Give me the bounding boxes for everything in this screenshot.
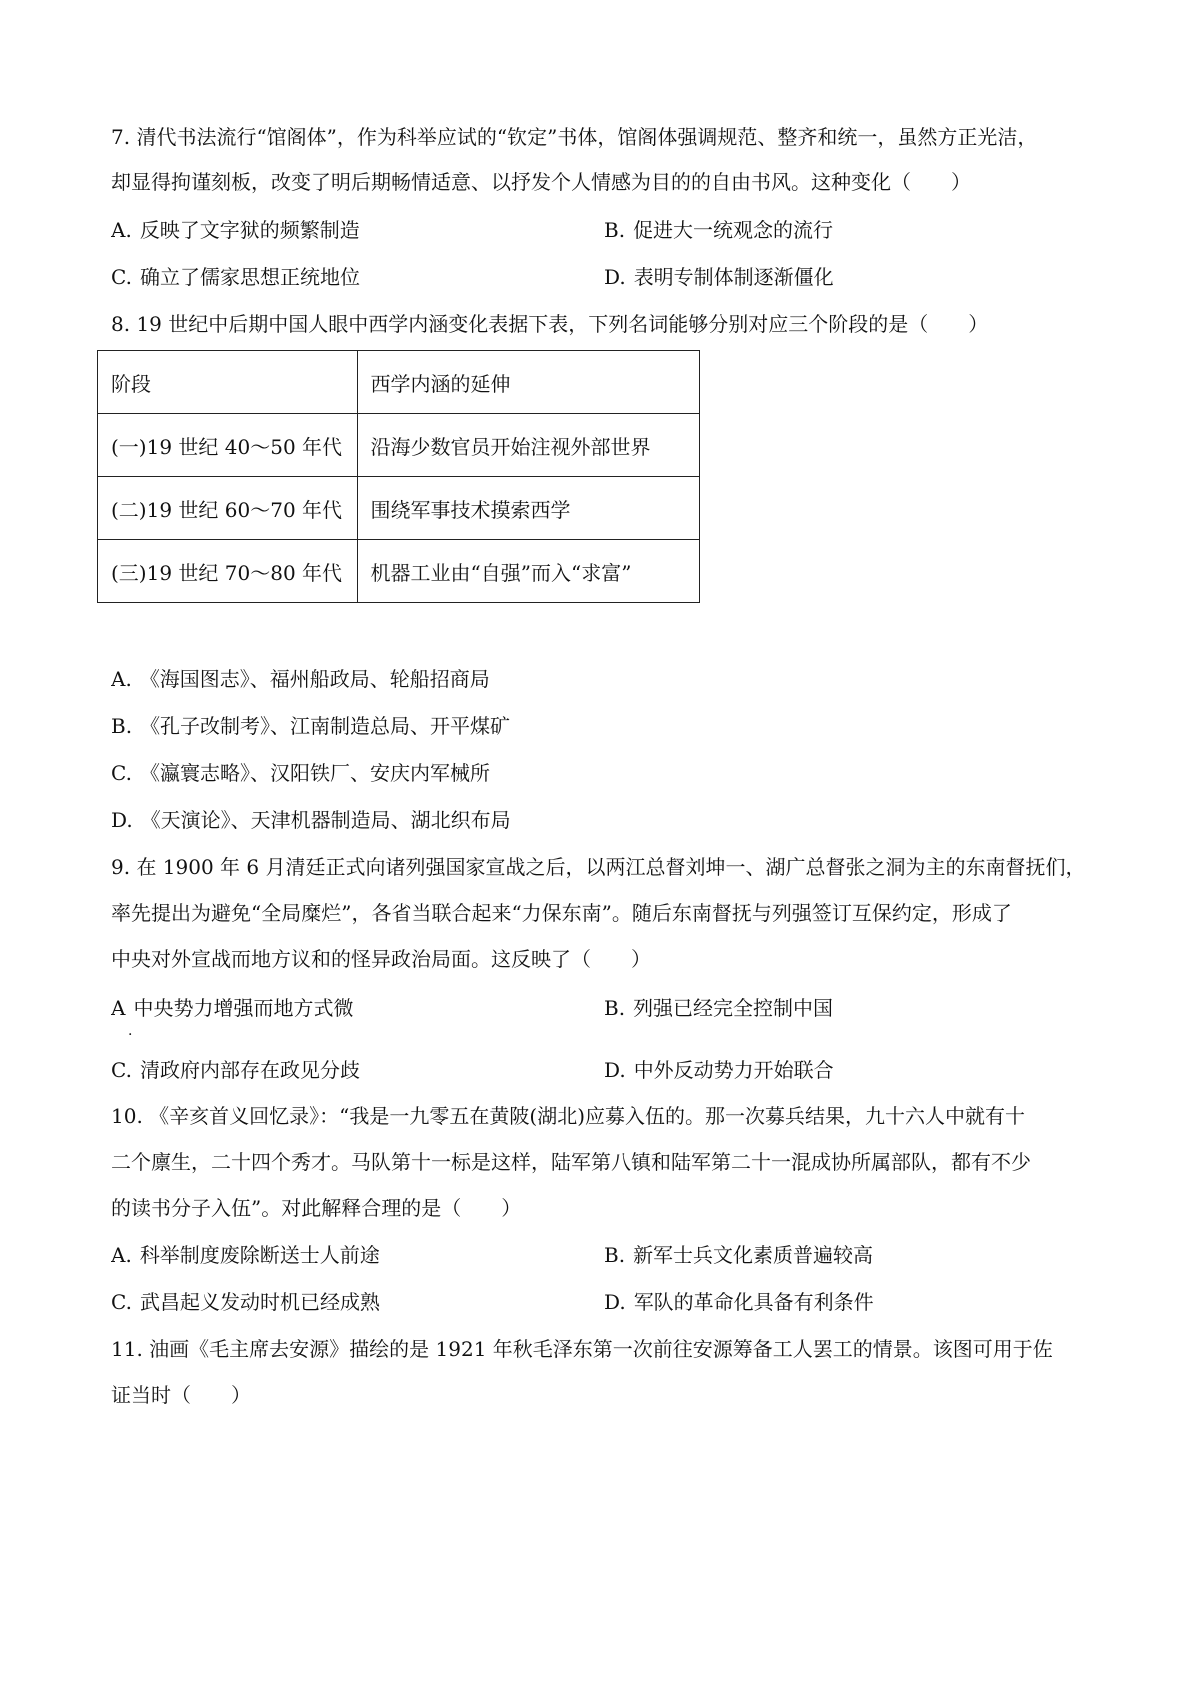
option-text: 科举制度废除断送士人前途 bbox=[139, 1243, 380, 1267]
q7-stem-line-1: 7. 清代书法流行“馆阁体”，作为科举应试的“钦定”书体，馆阁体强调规范、整齐和统一，虽然方正光洁， bbox=[111, 125, 1038, 149]
q7-option-a[interactable] bbox=[111, 215, 591, 245]
q8-option-b[interactable] bbox=[111, 711, 1011, 741]
q9-stem-line-3: 中央对外宣战而地方议和的怪异政治局面。这反映了（ ） bbox=[111, 947, 651, 971]
q7-stem-line-2: 却显得拘谨刻板，改变了明后期畅情适意、以抒发个人情感为目的的自由书风。这种变化（ ） bbox=[111, 170, 971, 194]
q8-option-d[interactable] bbox=[111, 805, 1011, 835]
option-text: 反映了文字狱的频繁制造 bbox=[139, 218, 360, 242]
option-letter: C. bbox=[111, 1058, 132, 1082]
option-letter: A. bbox=[111, 1243, 132, 1267]
table-row bbox=[98, 414, 700, 477]
q9-option-a-dot: · bbox=[128, 1027, 133, 1043]
q9-stem-line-1: 9. 在 1900 年 6 月清廷正式向诸列强国家宣战之后，以两江总督刘坤一、湖广总督张之洞为主的东南督抚们， bbox=[111, 855, 1086, 879]
option-text: 《瀛寰志略》、汉阳铁厂、安庆内军械所 bbox=[139, 761, 490, 785]
option-text: 列强已经完全控制中国 bbox=[633, 996, 834, 1020]
table-row bbox=[98, 477, 700, 540]
option-text: 清政府内部存在政见分歧 bbox=[139, 1058, 360, 1082]
option-text: 中央势力增强而地方式微 bbox=[133, 996, 354, 1020]
q9-option-d[interactable] bbox=[604, 1055, 1084, 1085]
option-text: 新军士兵文化素质普遍较高 bbox=[633, 1243, 874, 1267]
q8-option-a[interactable] bbox=[111, 664, 1011, 694]
q9-option-c[interactable] bbox=[111, 1055, 591, 1085]
q8-stem-line-1: 8. 19 世纪中后期中国人眼中西学内涵变化表据下表，下列名词能够分别对应三个阶段的是（ ） bbox=[111, 312, 989, 336]
q11-stem-line-1: 11. 油画《毛主席去安源》描绘的是 1921 年秋毛泽东第一次前往安源筹备工人罢工的情景。该图可用于佐 bbox=[111, 1337, 1053, 1361]
table-cell: (一)19 世纪 40～50 年代 bbox=[98, 414, 358, 477]
q10-option-c[interactable] bbox=[111, 1287, 591, 1317]
option-letter: A. bbox=[111, 218, 132, 242]
q9-option-a[interactable] bbox=[111, 993, 591, 1023]
table-cell: 沿海少数官员开始注视外部世界 bbox=[357, 414, 699, 477]
q9-option-b[interactable] bbox=[604, 993, 1084, 1023]
option-text: 确立了儒家思想正统地位 bbox=[139, 265, 360, 289]
q10-option-b[interactable] bbox=[604, 1240, 1084, 1270]
option-letter: A. bbox=[111, 667, 132, 691]
option-letter: A bbox=[111, 996, 126, 1020]
q10-stem-line-3: 的读书分子入伍”。对此解释合理的是（ ） bbox=[111, 1196, 522, 1220]
option-letter: B. bbox=[604, 996, 626, 1020]
q8-option-c[interactable] bbox=[111, 758, 1011, 788]
option-text: 军队的革命化具备有利条件 bbox=[633, 1290, 874, 1314]
option-letter: D. bbox=[604, 265, 626, 289]
option-text: 表明专制体制逐渐僵化 bbox=[633, 265, 834, 289]
q10-option-a[interactable] bbox=[111, 1240, 591, 1270]
option-letter: D. bbox=[604, 1290, 626, 1314]
option-text: 《孔子改制考》、江南制造总局、开平煤矿 bbox=[140, 714, 511, 738]
option-letter: C. bbox=[111, 265, 132, 289]
q10-stem-line-1: 10. 《辛亥首义回忆录》：“我是一九零五在黄陂(湖北)应募入伍的。那一次募兵结果，九十六人中就有十 bbox=[111, 1104, 1025, 1128]
q7-option-b[interactable] bbox=[604, 215, 1084, 245]
table-row bbox=[98, 540, 700, 603]
option-text: 促进大一统观念的流行 bbox=[633, 218, 834, 242]
option-letter: B. bbox=[604, 218, 626, 242]
option-text: 武昌起义发动时机已经成熟 bbox=[139, 1290, 380, 1314]
q9-stem-line-2: 率先提出为避免“全局糜烂”，各省当联合起来“力保东南”。随后东南督抚与列强签订互保约定，形成了 bbox=[111, 901, 1012, 925]
option-letter: D. bbox=[111, 808, 133, 832]
table-cell: (二)19 世纪 60～70 年代 bbox=[98, 477, 358, 540]
q7-option-c[interactable] bbox=[111, 262, 591, 292]
option-text: 《海国图志》、福州船政局、轮船招商局 bbox=[139, 667, 490, 691]
q10-stem-line-2: 二个廪生，二十四个秀才。马队第十一标是这样，陆军第八镇和陆军第二十一混成协所属部队，都有不少 bbox=[111, 1150, 1031, 1174]
q7-option-d[interactable] bbox=[604, 262, 1084, 292]
option-letter: B. bbox=[604, 1243, 626, 1267]
option-letter: C. bbox=[111, 1290, 132, 1314]
table-header-cell: 西学内涵的延伸 bbox=[357, 351, 699, 414]
option-text: 中外反动势力开始联合 bbox=[633, 1058, 834, 1082]
q8-table bbox=[97, 350, 700, 603]
option-text: 《天演论》、天津机器制造局、湖北织布局 bbox=[140, 808, 511, 832]
table-cell: (三)19 世纪 70～80 年代 bbox=[98, 540, 358, 603]
q11-stem-line-2: 证当时（ ） bbox=[111, 1383, 251, 1407]
option-letter: C. bbox=[111, 761, 132, 785]
table-cell: 围绕军事技术摸索西学 bbox=[357, 477, 699, 540]
option-letter: B. bbox=[111, 714, 133, 738]
option-letter: D. bbox=[604, 1058, 626, 1082]
q10-option-d[interactable] bbox=[604, 1287, 1084, 1317]
table-header-cell: 阶段 bbox=[98, 351, 358, 414]
table-header-row bbox=[98, 351, 700, 414]
table-cell: 机器工业由“自强”而入“求富” bbox=[357, 540, 699, 603]
